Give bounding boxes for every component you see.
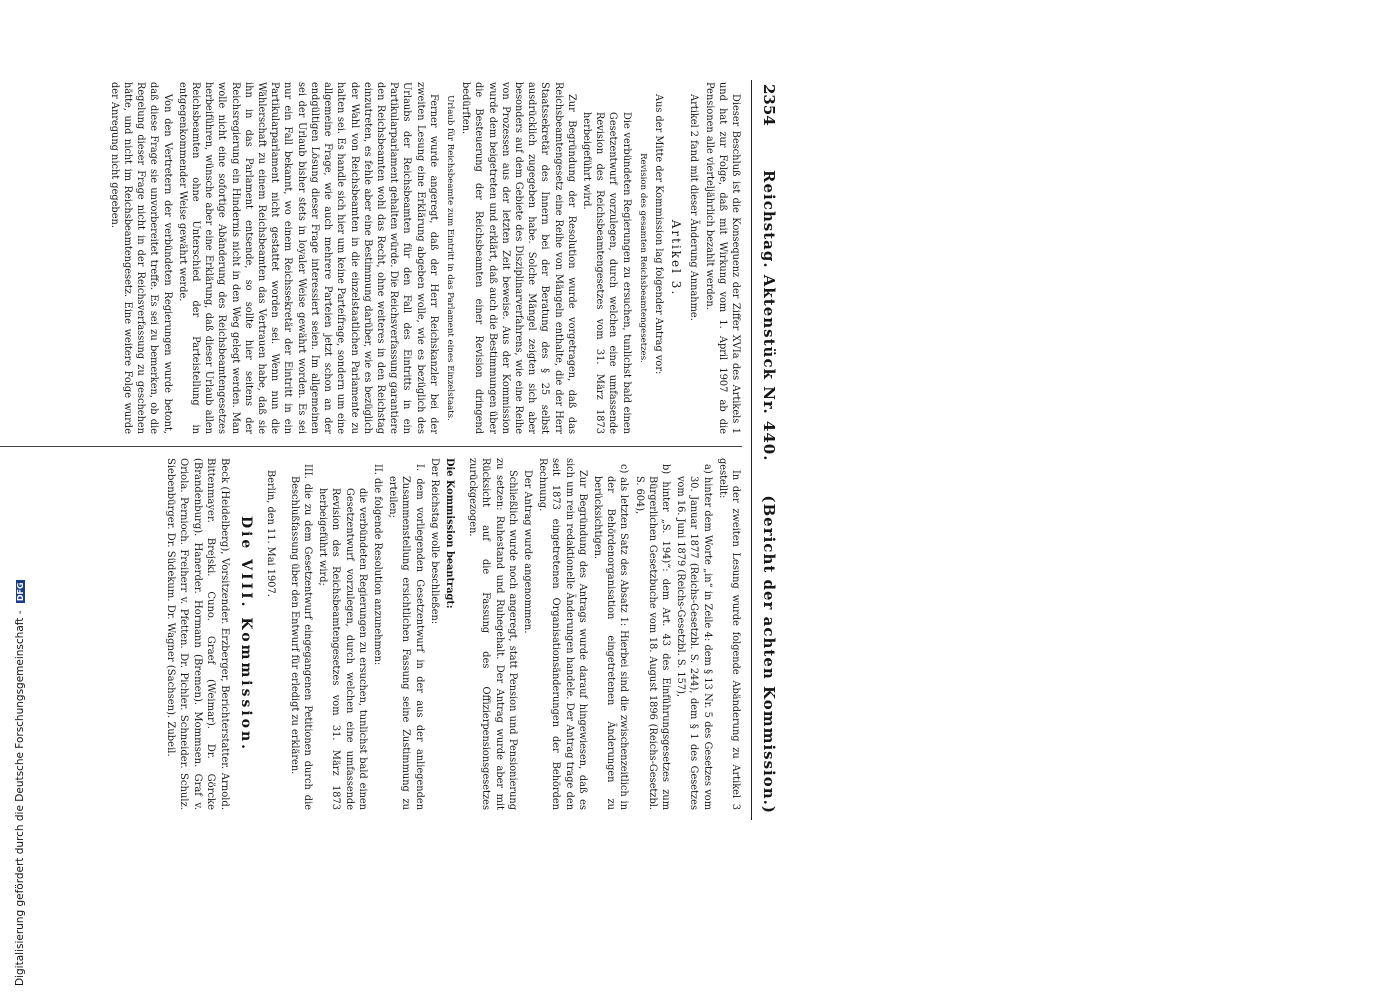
motion-item-3: III. die zu dem Gesetzentwurf eingegangenen Petitionen durch die Beschlußfassung über den Entwurf für erledigt zu erklären. [288, 464, 313, 810]
paragraph: Schließlich wurde noch angeregt, statt Pension und Pensionierung zu setzen: Ruhestand und Ruhegehalt. Der Antrag wurde aber mit Rücksicht auf die Fassung des Offizierpensionsgesetzes zurückgezogen. [467, 458, 518, 810]
header-subtitle: (Bericht der achten Kommission.) [760, 495, 778, 814]
column-divider [0, 446, 742, 447]
right-column [161, 458, 742, 810]
paragraph: Artikel 2 fand mit dieser Änderung Annahme. [688, 94, 700, 321]
motion-item-2: II. die folgende Resolution anzunehmen: [371, 464, 383, 666]
member-list: Beck (Heidelberg), Vorsitzender. Erzberger, Berichterstatter. Arnold. Bittenmayer. Brejski. Cuno. Graef (Weimar). Dr. Görcke (Brandenburg). Hanerder. Hormann (Bremen). Mommsen. Graf v. Oriola. Pernioch. Freiherr v. Pfetten. Dr. Pichler. Schneider. Schulz. Siebenbürger. Dr. Südekum. Dr. Wagner (Sachsen). Zubeil. [164, 458, 231, 810]
paragraph: Zur Begründung der Resolution wurde vorgetragen, daß das Reichsbeamtengesetz eine Reihe von Mängeln enthalte, die der Herr Staatssekretär des Innern bei der Beratung des § 25 selbst ausdrücklich zugegeben habe. Solche Mängel zeigten sich aber besonders auf dem Gebiete des Disziplinarverfahrens, wie eine Reihe von Prozessen aus der letzten Zeit beweise. Aus der Kommission wurde dem beigetreten und erklärt, daß auch die Bestimmungen über die Besteuerung der Reichsbeamten einer Revision dringend bedürften. [460, 82, 577, 434]
subheading-revision: Revision des gesamten Reichsbeamtengesetzes. [637, 153, 648, 363]
date-line: Berlin, den 11. Mai 1907. [265, 470, 277, 597]
dfg-logo: DFG [15, 582, 25, 602]
paragraph: In der zweiten Lesung wurde folgende Abänderung zu Artikel 3 gestellt: [716, 458, 741, 810]
amendment-b: b) hinter „S. 194)“: dem Art. 43 des Einführungsgesetzes zum Bürgerlichen Gesetzbuche vom 18. August 1896 (Reichs-Gesetzbl. S. 604), [633, 464, 671, 810]
paragraph: Dieser Beschluß ist die Konsequenz der Ziffer XVIa des Artikels 1 und hat zur Folge, daß mit Wirkung vom 1. April 1907 ab die Pensionen alle vierteljährlich bezahlt werden. [703, 82, 741, 434]
paragraph: Ferner wurde angeregt, daß der Herr Reichskanzler bei der zweiten Lesung eine Erklärung abgeben wolle, wie es bezüglich des Urlaubs der Reichsbeamten für den Fall des Eintritts in ein Partikularparlament gehalten würde. Die Reichsverfassung garantiere den Reichsbeamten wohl das Recht, ohne weiteres in den Reichstag einzutreten, es fehle aber eine Bestimmung darüber, wie es bezüglich der Wahl von Reichsbeamten in die einzelstaatlichen Parlamente zu halten sei. Es handle sich hier um keine Parteifrage, sondern um eine allgemeine Frage, wie auch mehrere Parteien jetzt schon an der endgültigen Lösung dieser Frage interessiert seien. Im allgemeinen sei der Urlaub bisher stets in loyaler Weise gewährt worden. Es sei nur ein Fall bekannt, wo einem Reichssekretär der Eintritt in ein Partikularparlament nicht gestattet worden sei. Wenn nun die Wählerschaft zu einem Reichsbeamten das Vertrauen habe, daß sie ihn in das Parlament entsende, so sollte hier seitens der Reichsregierung ein Hindernis nicht in den Weg gelegt werden. Man wolle nicht eine sofortige Abänderung des Reichsbeamtengesetzes herbeiführen, wünsche aber eine Erklärung, daß dieser Urlaub allen Reichsbeamten ohne Unterschied der Parteistellung in entgegenkommender Weise gewährt werde. [176, 82, 439, 434]
amendment-c: c) als letzten Satz des Absatz 1: Hierbei sind die zwischenzeitlich in der Behördenorganisation eingetretenen Änderungen zu berücksichtigen. [591, 464, 630, 810]
motion-text: Die verbündeten Regierungen zu ersuchen, tunlichst bald einen Gesetzentwurf vorzulegen, durch welchen eine umfassende Revision des Reichsbeamtengesetzes vom 31. März 1873 herbeigeführt wird. [580, 112, 632, 434]
page-number: 2354 [760, 84, 778, 126]
commission-title: Die VIII. Kommission. [238, 515, 255, 753]
digitization-note [14, 580, 26, 986]
motion-heading: Die Kommission beantragt: [443, 458, 455, 609]
digitization-note-text: Digitalisierung gefördert durch die Deutsche Forschungsgemeinschaft - [14, 610, 26, 986]
resolution-text: die verbündeten Regierungen zu ersuchen, tunlichst bald einen Gesetzentwurf vorzulegen, durch welchen eine umfassende Revision des Reichsbeamtengesetzes vom 31. März 1873 herbeigeführt wird; [317, 488, 368, 810]
amendment-a: a) hinter dem Worte „in“ in Zeile 4: dem § 13 Nr. 5 des Gesetzes vom 30. Januar 1877 (Reichs-Gesetzbl. S. 244), dem § 1 des Gesetzes vom 16. Juni 1879 (Reichs-Gesetzbl. S. 157), [675, 464, 713, 810]
left-column [106, 82, 742, 434]
page-header [751, 80, 782, 820]
paragraph: Von den Vertretern der verbündeten Regierungen wurde betont, daß diese Frage sie unvorbereitet treffe. Es sei zu bemerken, ob die Regelung dieser Frage nicht in der Reichsverfassung zu geschehen hätte, und nicht im Reichsbeamtengesetz. Eine weitere Folge wurde der Anregung nicht gegeben. [108, 82, 173, 434]
section-heading-artikel-3: Artikel 3. [669, 219, 684, 297]
motion-item-1: I. dem vorliegenden Gesetzentwurf in der aus der anliegenden Zusammenstellung ersichtlichen Fassung seine Zustimmung zu erteilen; [387, 464, 425, 810]
document-sheet [0, 80, 782, 820]
header-title: Reichstag. Aktenstück Nr. 440. [760, 170, 778, 462]
paragraph: Zur Begründung des Antrags wurde darauf hingewiesen, daß es sich um rein redaktionelle Änderungen handele. Der Antrag trage den seit 1873 eingetretenen Organisationsänderungen der Behörden Rechnung. [537, 458, 588, 810]
paragraph: Der Antrag wurde angenommen. [521, 470, 533, 634]
paragraph: Aus der Mitte der Kommission lag folgender Antrag vor: [652, 94, 664, 375]
subheading-urlaub: Urlaub für Reichsbeamte zum Eintritt in das Parlament eines Einzelstaats. [444, 95, 455, 421]
motion-intro: Der Reichstag wolle beschließen: [428, 458, 440, 625]
